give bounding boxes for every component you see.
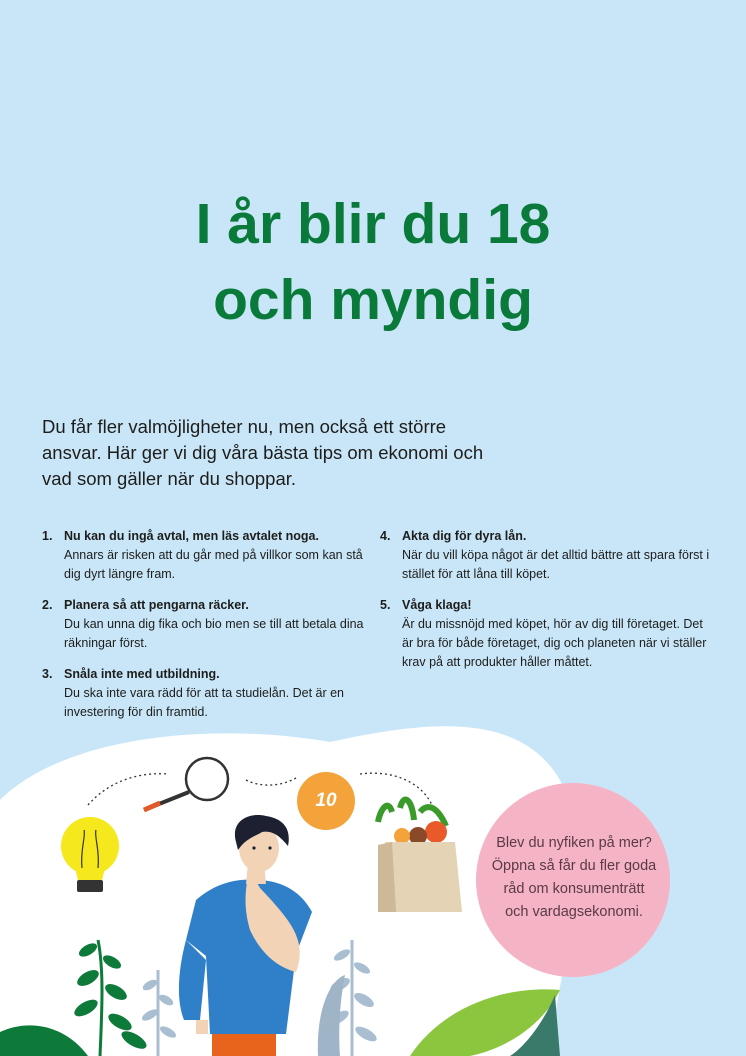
tip-number: 2. <box>42 598 53 612</box>
title-line-1: I år blir du 18 <box>195 192 551 256</box>
callout-text: Blev du nyfiken på mer? Öppna så får du fler goda råd om konsumenträtt och vardagsekonomi. <box>491 835 657 920</box>
tip-heading: Planera så att pengarna räcker. <box>64 598 249 612</box>
tip-number: 1. <box>42 529 53 543</box>
tip-body: Du kan unna dig fika och bio men se till att betala dina räkningar först. <box>64 617 364 650</box>
number-badge-label: 10 <box>315 790 337 811</box>
tip-body: Annars är risken att du går med på villkor som kan stå dig dyrt längre fram. <box>64 548 363 581</box>
tip-number: 4. <box>380 529 391 543</box>
tip-body: Är du missnöjd med köpet, hör av dig till företaget. Det är bra för både företaget, dig och planeten när vi ställer krav på att produkter håller måttet. <box>402 617 707 669</box>
tip-number: 3. <box>42 667 53 681</box>
tip-number: 5. <box>380 598 391 612</box>
tip-body: Du ska inte vara rädd för att ta studielån. Det är en investering för din framtid. <box>64 686 345 719</box>
intro-text: Du får fler valmöjligheter nu, men också ett större ansvar. Här ger vi dig våra bästa tips om ekonomi och vad som gäller när du shoppar. <box>42 416 484 489</box>
tip-body: När du vill köpa något är det alltid bättre att spara först i stället för att låna till köpet. <box>402 548 710 581</box>
tip-heading: Våga klaga! <box>402 598 472 612</box>
tip-heading: Snåla inte med utbildning. <box>64 667 220 681</box>
title-line-2: och myndig <box>213 268 533 332</box>
tip-heading: Nu kan du ingå avtal, men läs avtalet noga. <box>64 529 319 543</box>
tip-heading: Akta dig för dyra lån. <box>402 529 527 543</box>
